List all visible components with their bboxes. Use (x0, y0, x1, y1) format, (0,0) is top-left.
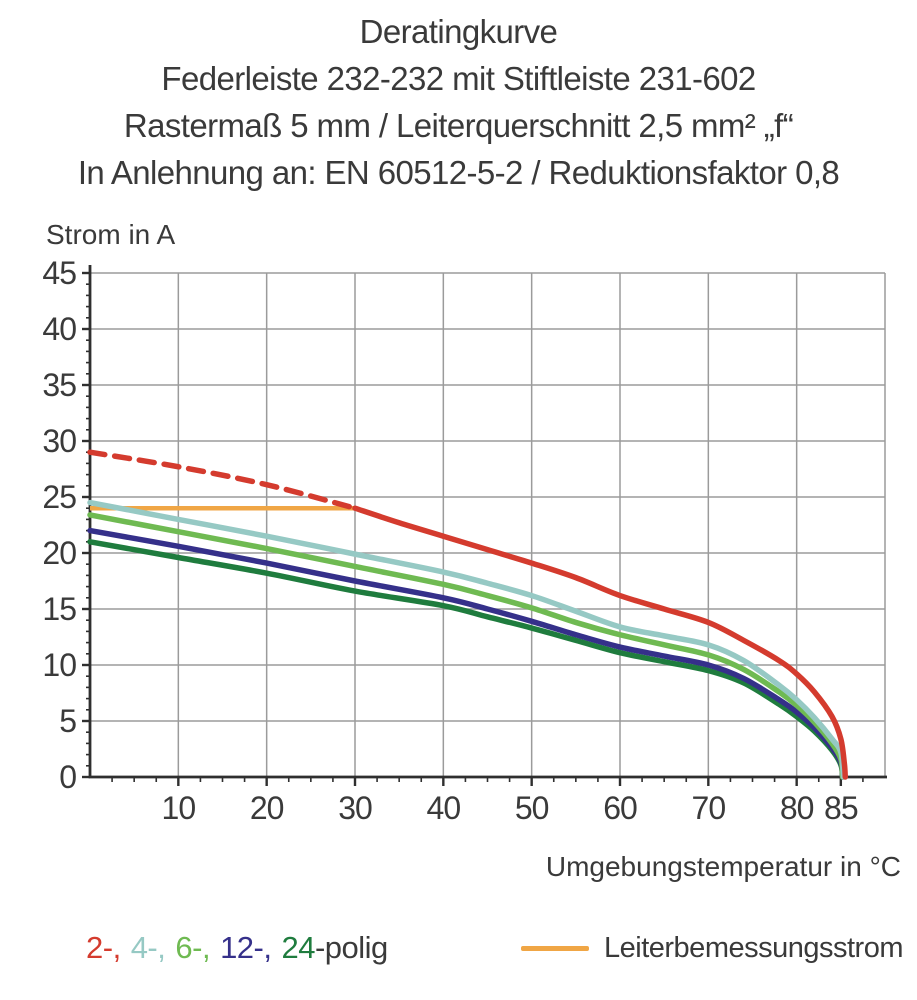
legend-item-6-polig: 6-, (175, 930, 211, 965)
series-6-polig (90, 515, 843, 777)
poles-legend (86, 930, 388, 966)
svg-text:0: 0 (59, 759, 76, 795)
svg-text:10: 10 (42, 647, 76, 683)
legend-item-2-polig: 2-, (86, 930, 121, 965)
chart-subtitle-product: Federleiste 232-232 mit Stiftleiste 231-602 (161, 60, 756, 97)
derating-chart (0, 196, 917, 886)
svg-text:15: 15 (42, 591, 76, 627)
axes (90, 265, 887, 777)
x-axis-title: Umgebungstemperatur in °C (545, 851, 901, 882)
legend-item-24-polig: 24 (281, 930, 315, 965)
svg-text:20: 20 (42, 535, 76, 571)
svg-text:30: 30 (42, 423, 76, 459)
svg-text:20: 20 (249, 790, 284, 826)
legend-row (86, 930, 903, 966)
svg-text:40: 40 (42, 311, 76, 347)
chart-subtitle-standard: In Anlehnung an: EN 60512-5-2 / Reduktionsfaktor 0,8 (77, 154, 840, 191)
legend-line-swatch (521, 946, 589, 951)
svg-text:85: 85 (824, 790, 858, 826)
svg-text:35: 35 (42, 367, 76, 403)
svg-text:10: 10 (161, 790, 196, 826)
leiterbemessungsstrom-legend (521, 932, 903, 965)
svg-text:45: 45 (42, 255, 76, 291)
series-2-polig (90, 452, 845, 777)
svg-text:5: 5 (59, 703, 76, 739)
svg-text:40: 40 (426, 790, 461, 826)
legend-item-4-polig: 4-, (130, 930, 166, 965)
legend-poles-suffix: -polig (314, 930, 388, 965)
chart-title: Deratingkurve (359, 13, 558, 50)
svg-text:70: 70 (691, 790, 726, 826)
y-axis-title: Strom in A (46, 219, 176, 250)
svg-text:60: 60 (603, 790, 637, 826)
svg-text:25: 25 (42, 479, 76, 515)
svg-text:50: 50 (514, 790, 549, 826)
legend-item-12-polig: 12-, (220, 930, 272, 965)
axis-ticks (82, 273, 863, 786)
svg-text:30: 30 (338, 790, 372, 826)
chart-subtitle-spec: Rastermaß 5 mm / Leiterquerschnitt 2,5 mm² „f“ (123, 107, 794, 144)
chart-title-block (0, 0, 917, 196)
svg-text:80: 80 (779, 790, 814, 826)
legend-reference-label: Leiterbemessungsstrom (604, 931, 903, 964)
